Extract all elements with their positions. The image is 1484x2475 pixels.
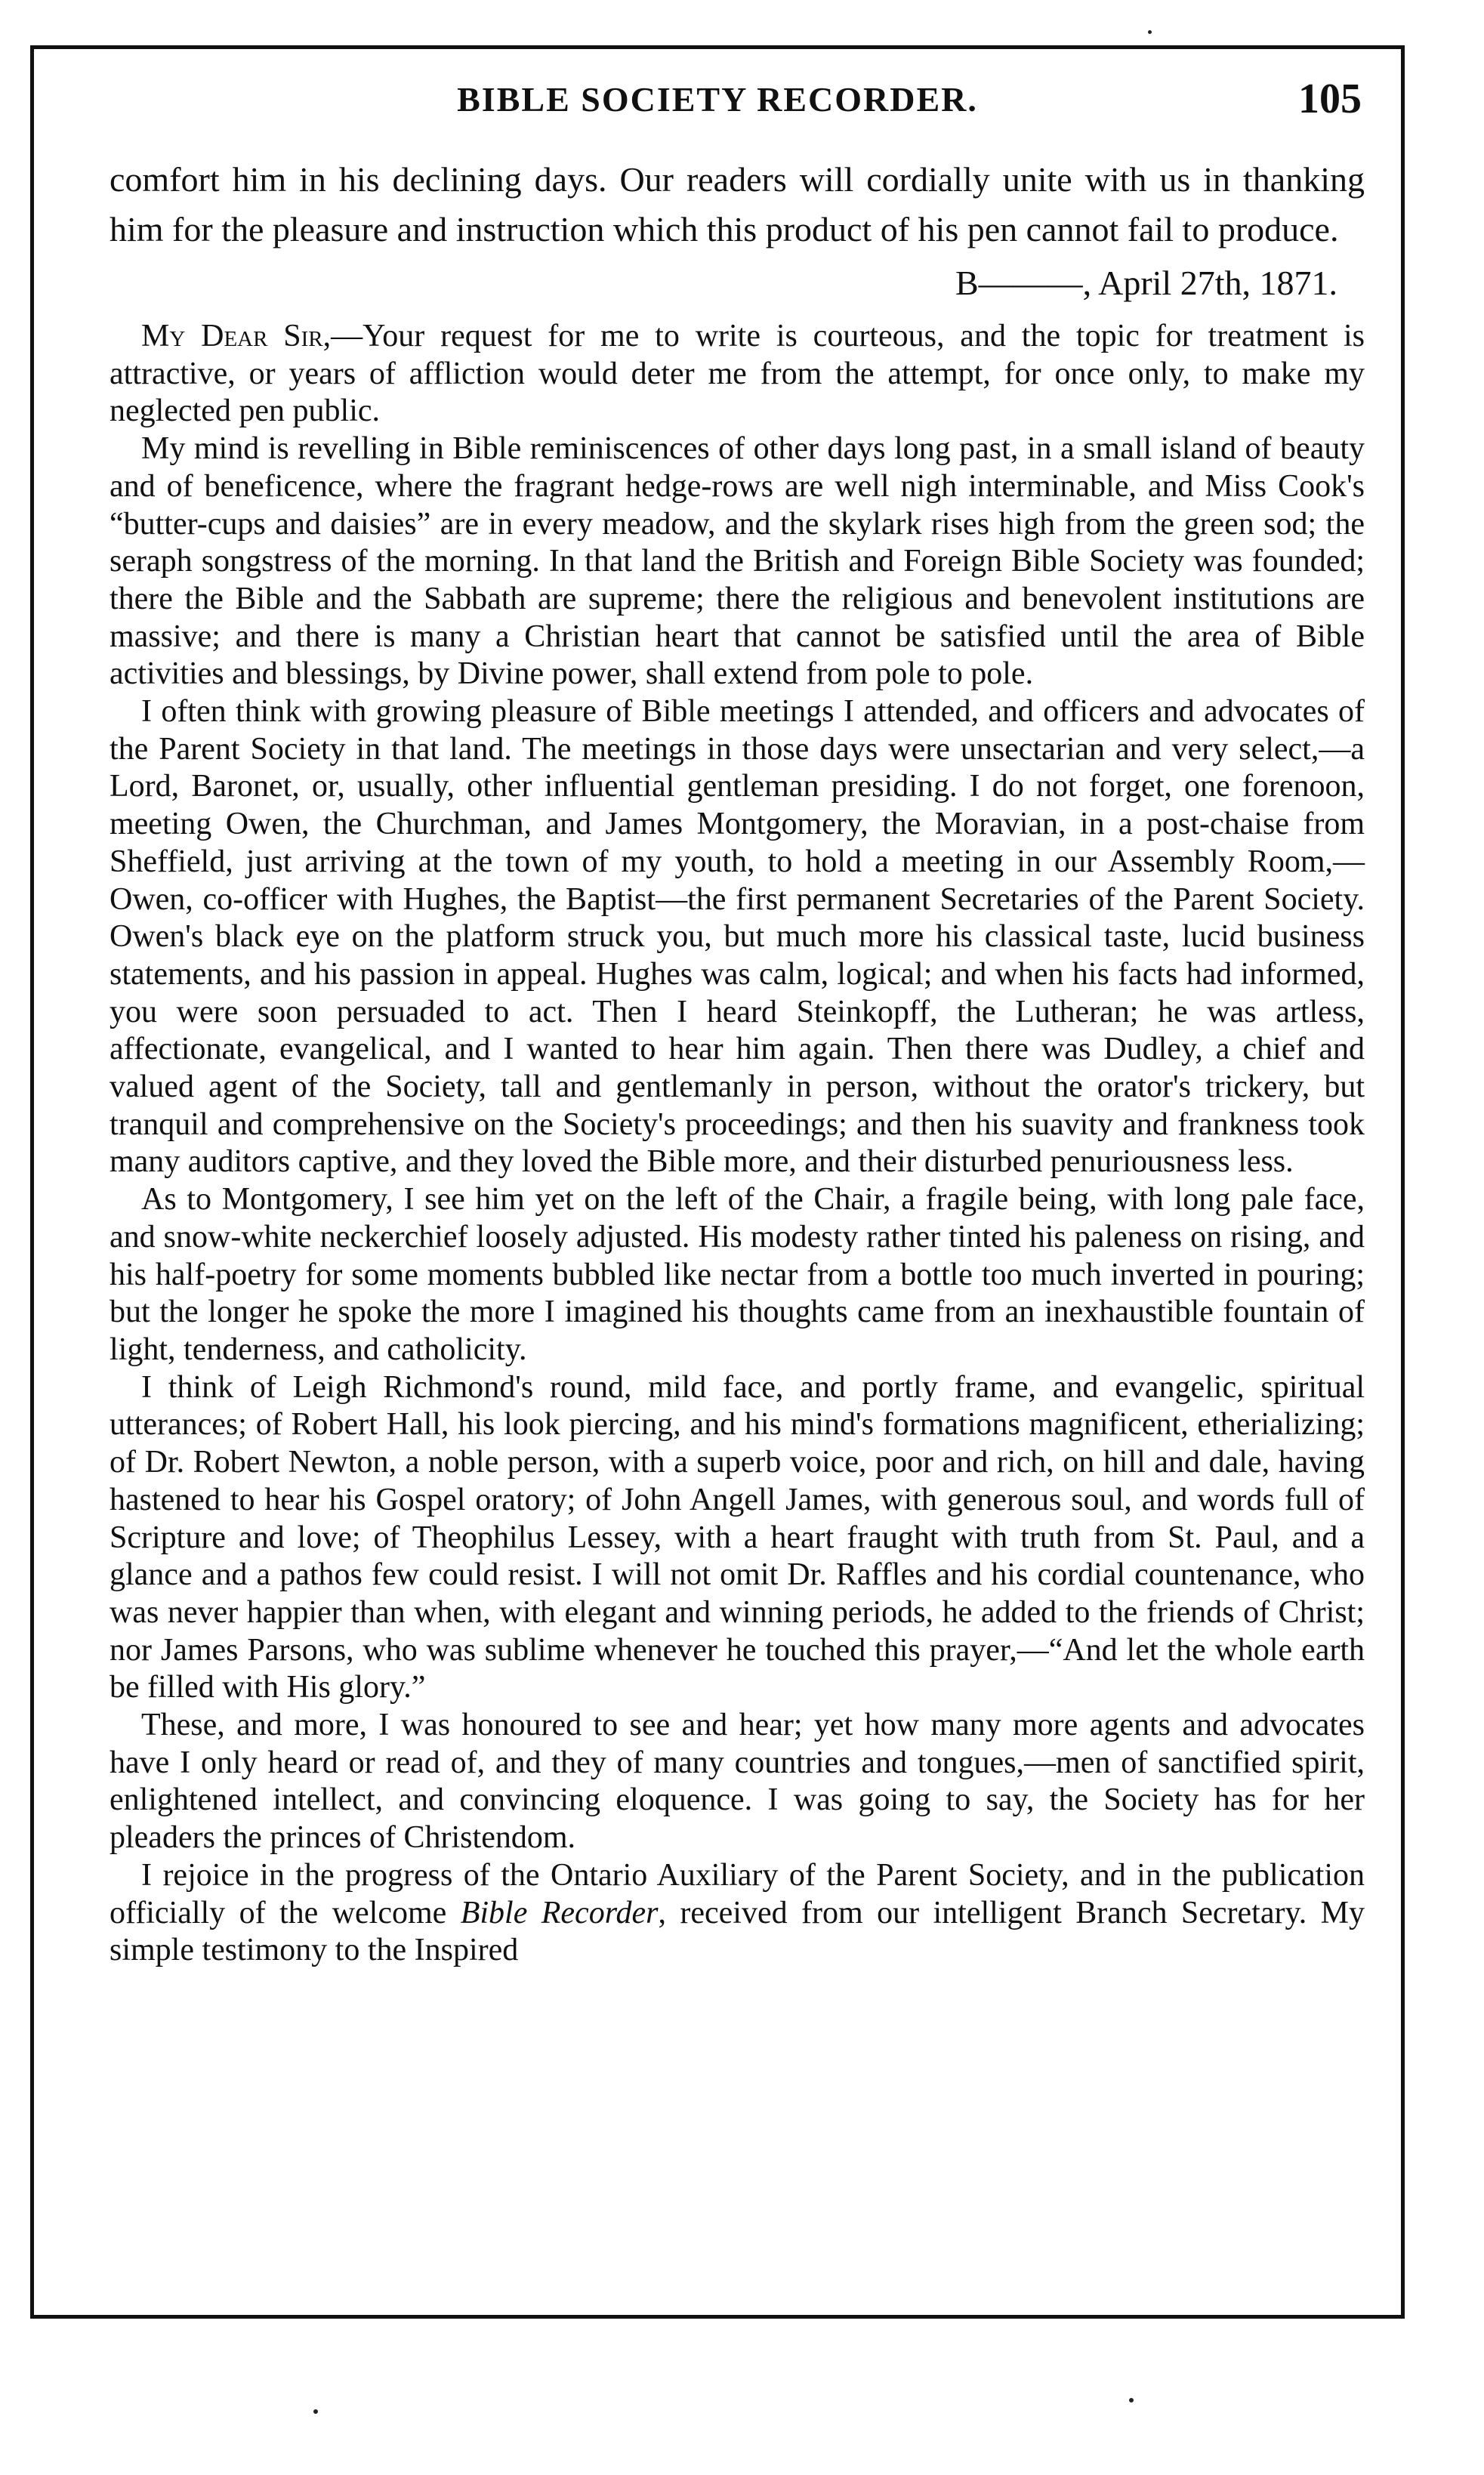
paragraph-montgomery: As to Montgomery, I see him yet on the left of the Chair, a fragile being, with long pale face, and snow-white neckerchief loosely adjusted. His modesty rather tinted his paleness on rising, and his half-poetry for some moments bubbled like nectar from a bottle too much inverted in pouring; but the longer he spoke the more I imagined his thoughts came from an inexhaustible fountain of light, tenderness, and catholicity. [110,1182,1365,1367]
letter-dateline: B———, April 27th, 1871. [955,264,1337,302]
letter-opening-paragraph [110,318,1365,431]
paragraph-ontario-auxiliary [110,1857,1365,1970]
page-number: 105 [1298,76,1362,122]
paragraph-advocates: These, and more, I was honoured to see and hear; yet how many more agents and advocates have I only heard or read of, and they of many countries and tongues,—men of sanctified spirit, enlightened intellect, and convincing eloquence. I was going to say, the Society has for her pleaders the princes of Christendom. [110,1708,1365,1856]
opening-text: —Your request for me to write is courteous, and the topic for treatment is attractive, or years of affliction would deter me from the attempt, for once only, to make my neglected pen public. [110,319,1365,429]
ontario-text-start: I rejoice in the progress of the Ontario Auxiliary of the Parent Society, and in the publication officially of the welcome [110,1857,1365,1930]
print-speck [1129,2398,1134,2402]
paragraph-preachers: I think of Leigh Richmond's round, mild face, and portly frame, and evangelic, spiritual utterances; of Robert Hall, his look piercing, and his mind's formations magnificent, etherializing; of Dr. Robert Newton, a noble person, with a superb voice, poor and rich, on hill and dale, having hastened to hear his Gospel oratory; of John Angell James, with generous soul, and words full of Scripture and love; of Theophilus Lessey, with a heart fraught with truth from St. Paul, and a glance and a pathos few could resist. I will not omit Dr. Raffles and his cordial countenance, who was never happier than when, with elegant and winning periods, he added to the friends of Christ; nor James Parsons, who was sublime whenever he touched this prayer,—“And let the whole earth be filled with His glory.” [110,1369,1365,1705]
article-body [110,155,1365,2292]
paragraph-bible-meetings: I often think with growing pleasure of Bible meetings I attended, and officers and advocates of the Parent Society in that land. The meetings in those days were unsectarian and very select,—a Lord, Baronet, or, usually, other influential gentleman presiding. I do not forget, one forenoon, meeting Owen, the Churchman, and James Montgomery, the Moravian, in a post-chaise from Sheffield, just arriving at the town of my youth, to hold a meeting in our Assembly Room,—Owen, co-officer with Hughes, the Baptist—the first permanent Secretaries of the Parent Society. Owen's black eye on the platform struck you, but much more his classical taste, lucid business statements, and his passion in appeal. Hughes was calm, logical; and when his facts had informed, you were soon persuaded to act. Then I heard Steinkopff, the Lutheran; he was artless, affectionate, evangelical, and I wanted to hear him again. Then there was Dudley, a chief and valued agent of the Society, tall and gentlemanly in person, without the orator's trickery, but tranquil and comprehensive on the Society's proceedings; and then his suavity and frankness took many auditors captive, and they loved the Bible more, and their disturbed penuriousness less. [110,694,1365,1180]
salutation: My Dear Sir, [141,319,332,353]
lead-paragraph: comfort him in his declining days. Our readers will cordially unite with us in thanking him for the pleasure and instruction which this product of his pen cannot fail to produce. [110,160,1365,248]
page-frame [30,45,1405,2319]
print-speck [313,2409,318,2414]
publication-title: Bible Recorder [460,1895,659,1930]
paragraph-island-reminiscence: My mind is revelling in Bible reminiscences of other days long past, in a small island of beauty and of beneficence, where the fragrant hedge-rows are well nigh interminable, and Miss Cook's “butter-cups and daisies” are in every meadow, and the skylark rises high from the green sod; the seraph songstress of the morning. In that land the British and Foreign Bible Society was founded; there the Bible and the Sabbath are supreme; there the religious and benevolent institutions are massive; and there is many a Christian heart that cannot be satisfied until the area of Bible activities and blessings, by Divine power, shall extend from pole to pole. [110,431,1365,692]
print-speck [1148,30,1152,34]
running-title: BIBLE SOCIETY RECORDER. [457,80,978,119]
ontario-text-end: , received from our intelligent Branch Secretary. My simple testimony to the Inspired [110,1895,1365,1968]
running-header [34,76,1401,140]
